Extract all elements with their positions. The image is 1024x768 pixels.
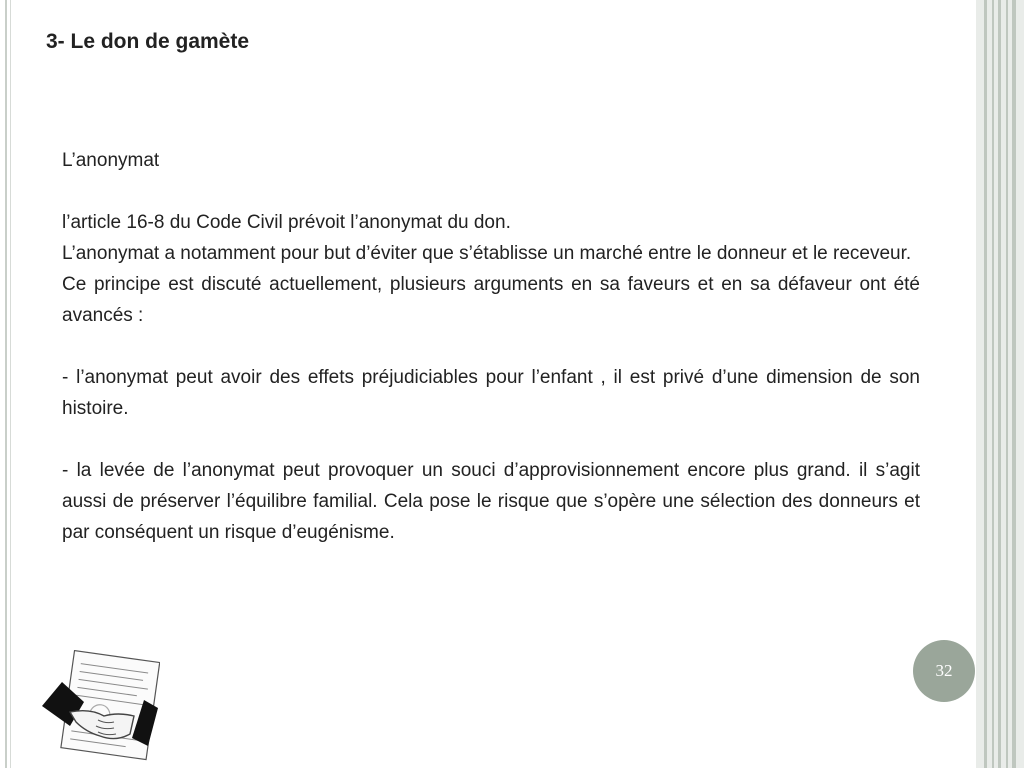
paragraph-purpose: L’anonymat a notamment pour but d’éviter que s’établisse un marché entre le donneur et le receveur.	[62, 243, 912, 264]
paragraph-debate: Ce principe est discuté actuellement, plusieurs arguments en sa faveurs et en sa défaveur ont été avancés :	[62, 274, 920, 326]
paragraph-argument-child: - l’anonymat peut avoir des effets préjudiciables pour l’enfant , il est privé d’une dimension de son histoire.	[62, 367, 920, 419]
right-decorative-stripes	[976, 0, 1024, 768]
left-frame-line	[5, 0, 7, 768]
handshake-contract-icon	[40, 650, 160, 762]
left-frame-inner-line	[10, 0, 11, 768]
section-heading: L’anonymat	[62, 150, 160, 171]
slide-title: 3- Le don de gamète	[46, 30, 250, 53]
paragraph-article: l’article 16-8 du Code Civil prévoit l’anonymat du don.	[62, 212, 511, 233]
page-number-badge: 32	[913, 640, 975, 702]
paragraph-argument-supply: - la levée de l’anonymat peut provoquer un souci d’approvisionnement encore plus grand. il s’agit aussi de préserver l’équilibre familial. Cela pose le risque que s’opère une sélection des donneurs et par conséquent un risque d’eugénisme.	[62, 460, 920, 543]
slide-body	[62, 145, 920, 548]
